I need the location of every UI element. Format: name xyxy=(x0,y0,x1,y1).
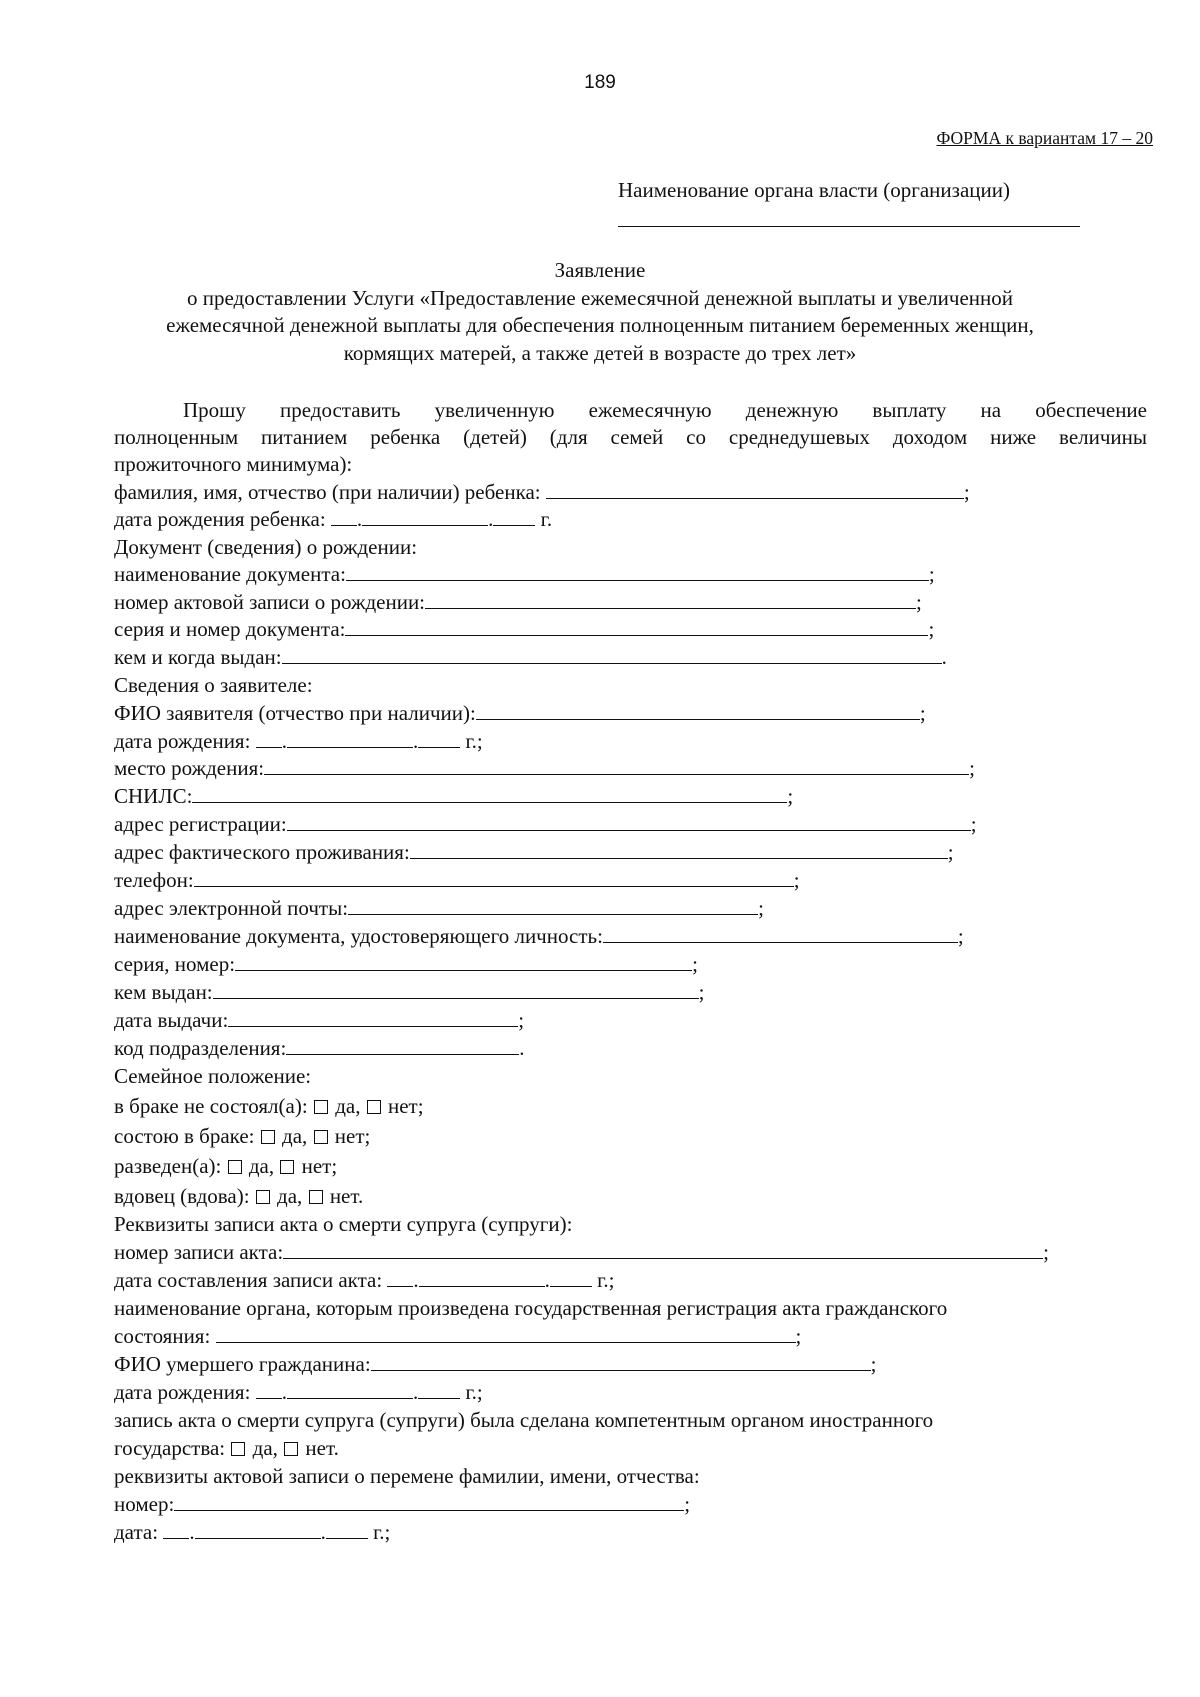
birth-place-row: место рождения: ; xyxy=(114,756,975,780)
issued-by-label: кем выдан: xyxy=(114,980,213,1004)
foreign-record-row xyxy=(114,1436,339,1461)
child-birth-day-field[interactable] xyxy=(331,507,357,526)
reg-address-field[interactable] xyxy=(287,812,971,831)
snils-row: СНИЛС: ; xyxy=(114,784,794,808)
birth-doc-issued-field[interactable] xyxy=(282,645,942,664)
name-change-date-label: дата: xyxy=(114,1520,159,1544)
death-record-date-row: дата составления записи акта: . . г.; xyxy=(114,1268,615,1292)
actual-address-row: адрес фактического проживания: ; xyxy=(114,840,954,864)
child-fio-label: фамилия, имя, отчество (при наличии) ребенка: xyxy=(114,480,541,504)
applicant-birth-month-field[interactable] xyxy=(287,729,413,748)
name-change-heading: реквизиты актовой записи о перемене фамилии, имени, отчества: xyxy=(114,1464,700,1488)
id-series-field[interactable] xyxy=(235,952,692,971)
no-label: нет; xyxy=(301,1154,338,1178)
foreign-yes-checkbox[interactable] xyxy=(231,1442,245,1456)
snils-label: СНИЛС: xyxy=(114,784,193,808)
child-fio-row: фамилия, имя, отчество (при наличии) ребенка: ; xyxy=(114,480,970,504)
title-line-4: кормящих матерей, а также детей в возрасте до трех лет» xyxy=(343,341,857,365)
request-line-3: прожиточного минимума): xyxy=(114,452,353,476)
applicant-fio-field[interactable] xyxy=(476,701,920,720)
yes-label: да, xyxy=(277,1184,303,1208)
year-abbr: г. xyxy=(540,507,553,531)
unmarried-yes-checkbox[interactable] xyxy=(314,1100,328,1114)
name-change-number-field[interactable] xyxy=(174,1492,684,1511)
phone-row: телефон: ; xyxy=(114,868,800,892)
widowed-yes-checkbox[interactable] xyxy=(256,1190,270,1204)
request-line-2: полноценным питанием ребенка (детей) (для семей со среднедушевых доходом ниже величины xyxy=(114,425,1147,449)
death-heading: Реквизиты записи акта о смерти супруга (супруги): xyxy=(114,1212,573,1236)
email-label: адрес электронной почты: xyxy=(114,896,349,920)
year-abbr: г.; xyxy=(373,1520,391,1544)
deceased-fio-row: ФИО умершего гражданина: ; xyxy=(114,1352,877,1376)
yes-label: да, xyxy=(248,1154,275,1178)
form-reference: ФОРМА к вариантам 17 – 20 xyxy=(936,128,1153,148)
deceased-birth-month-field[interactable] xyxy=(287,1380,413,1399)
snils-field[interactable] xyxy=(192,784,787,803)
year-abbr: г.; xyxy=(465,729,483,753)
id-doc-row: наименование документа, удостоверяющего личность: ; xyxy=(114,924,964,948)
applicant-birth-day-field[interactable] xyxy=(256,729,282,748)
birth-doc-series-field[interactable] xyxy=(345,617,928,636)
married-yes-checkbox[interactable] xyxy=(261,1130,275,1144)
birth-place-field[interactable] xyxy=(264,756,969,775)
applicant-birth-date-label: дата рождения: xyxy=(114,729,251,753)
child-birth-date-row: дата рождения ребенка: . . г. xyxy=(114,507,553,531)
yes-label: да, xyxy=(282,1124,308,1148)
id-doc-field[interactable] xyxy=(603,924,958,943)
applicant-heading: Сведения о заявителе: xyxy=(114,673,313,697)
divorced-yes-checkbox[interactable] xyxy=(228,1160,242,1174)
id-series-row: серия, номер: ; xyxy=(114,952,698,976)
name-change-number-row: номер: ; xyxy=(114,1492,691,1516)
foreign-no-checkbox[interactable] xyxy=(284,1442,298,1456)
married-label: состою в браке: xyxy=(114,1124,255,1148)
widowed-label: вдовец (вдова): xyxy=(114,1184,250,1208)
year-abbr: г.; xyxy=(597,1268,615,1292)
child-birth-date-label: дата рождения ребенка: xyxy=(114,507,326,531)
death-record-day-field[interactable] xyxy=(387,1268,413,1287)
issue-date-row: дата выдачи: ; xyxy=(114,1008,525,1032)
birth-doc-issued-label: кем и когда выдан: xyxy=(114,645,282,669)
reg-address-label: адрес регистрации: xyxy=(114,812,287,836)
document-title: Заявление xyxy=(554,258,646,282)
division-code-label: код подразделения: xyxy=(114,1036,287,1060)
deceased-birth-date-label: дата рождения: xyxy=(114,1380,251,1404)
deceased-fio-field[interactable] xyxy=(371,1352,871,1371)
birth-doc-series-row: серия и номер документа: ; xyxy=(114,617,935,641)
title-line-2: о предоставлении Услуги «Предоставление ежемесячной денежной выплаты и увеличенной xyxy=(187,286,1013,310)
issue-date-label: дата выдачи: xyxy=(114,1008,229,1032)
registry-authority-label: состояния: xyxy=(114,1324,211,1348)
birth-doc-name-label: наименование документа: xyxy=(114,562,346,586)
birth-record-number-label: номер актовой записи о рождении: xyxy=(114,590,426,614)
request-line-1: Прошу предоставить увеличенную ежемесячную денежную выплату на обеспечение xyxy=(183,398,1147,422)
name-change-day-field[interactable] xyxy=(163,1520,189,1539)
widowed-row xyxy=(114,1184,363,1209)
child-fio-field[interactable] xyxy=(546,480,964,499)
no-label: нет. xyxy=(305,1436,339,1460)
deceased-fio-label: ФИО умершего гражданина: xyxy=(114,1352,371,1376)
registry-authority-row: состояния: ; xyxy=(114,1324,802,1348)
unmarried-label: в браке не состоял(а): xyxy=(114,1094,308,1118)
death-record-number-label: номер записи акта: xyxy=(114,1240,284,1264)
email-field[interactable] xyxy=(348,896,758,915)
death-record-year-field[interactable] xyxy=(550,1268,592,1287)
applicant-birth-date-row: дата рождения: . . г.; xyxy=(114,729,483,753)
married-row xyxy=(114,1124,370,1149)
unmarried-no-checkbox[interactable] xyxy=(367,1100,381,1114)
birth-doc-name-field[interactable] xyxy=(346,562,929,581)
death-record-number-row: номер записи акта: ; xyxy=(114,1240,1050,1264)
child-birth-month-field[interactable] xyxy=(362,507,488,526)
yes-label: да, xyxy=(252,1436,278,1460)
divorced-label: разведен(а): xyxy=(114,1154,222,1178)
birth-doc-heading: Документ (сведения) о рождении: xyxy=(114,535,418,559)
foreign-record-line-1: запись акта о смерти супруга (супруги) была сделана компетентным органом иностранного xyxy=(114,1408,934,1432)
widowed-no-checkbox[interactable] xyxy=(309,1190,323,1204)
issued-by-field[interactable] xyxy=(213,980,699,999)
foreign-record-label: государства: xyxy=(114,1436,226,1460)
birth-place-label: место рождения: xyxy=(114,756,265,780)
birth-record-number-row: номер актовой записи о рождении: ; xyxy=(114,590,922,614)
family-heading: Семейное положение: xyxy=(114,1064,312,1088)
applicant-fio-row: ФИО заявителя (отчество при наличии): ; xyxy=(114,701,926,725)
authority-label: Наименование органа власти (организации) xyxy=(618,178,1010,202)
issued-by-row: кем выдан: ; xyxy=(114,980,705,1004)
birth-record-number-field[interactable] xyxy=(425,590,916,609)
child-birth-year-field[interactable] xyxy=(493,507,535,526)
name-change-month-field[interactable] xyxy=(195,1520,321,1539)
registry-authority-field[interactable] xyxy=(216,1324,796,1343)
deceased-birth-day-field[interactable] xyxy=(256,1380,282,1399)
actual-address-field[interactable] xyxy=(410,840,948,859)
phone-label: телефон: xyxy=(114,868,194,892)
death-record-number-field[interactable] xyxy=(283,1240,1043,1259)
birth-doc-series-label: серия и номер документа: xyxy=(114,617,346,641)
yes-label: да, xyxy=(335,1094,361,1118)
year-abbr: г.; xyxy=(465,1380,483,1404)
issue-date-field[interactable] xyxy=(228,1008,518,1027)
married-no-checkbox[interactable] xyxy=(314,1130,328,1144)
no-label: нет. xyxy=(329,1184,364,1208)
division-code-field[interactable] xyxy=(286,1036,519,1055)
id-series-label: серия, номер: xyxy=(114,952,236,976)
authority-blank[interactable] xyxy=(618,226,1080,227)
id-doc-label: наименование документа, удостоверяющего личность: xyxy=(114,924,603,948)
death-record-date-label: дата составления записи акта: xyxy=(114,1268,383,1292)
deceased-birth-year-field[interactable] xyxy=(418,1380,460,1399)
birth-doc-name-row: наименование документа: ; xyxy=(114,562,935,586)
divorced-row xyxy=(114,1154,337,1179)
name-change-year-field[interactable] xyxy=(326,1520,368,1539)
applicant-fio-label: ФИО заявителя (отчество при наличии): xyxy=(114,701,476,725)
reg-address-row: адрес регистрации: ; xyxy=(114,812,977,836)
applicant-birth-year-field[interactable] xyxy=(418,729,460,748)
name-change-number-label: номер: xyxy=(114,1492,175,1516)
divorced-no-checkbox[interactable] xyxy=(280,1160,294,1174)
division-code-row: код подразделения: . xyxy=(114,1036,525,1060)
birth-doc-issued-row: кем и когда выдан: . xyxy=(114,645,947,669)
no-label: нет; xyxy=(387,1094,424,1118)
phone-field[interactable] xyxy=(194,868,794,887)
registry-authority-line-1: наименование органа, которым произведена государственная регистрация акта гражданского xyxy=(114,1296,948,1320)
unmarried-row xyxy=(114,1094,424,1119)
email-row: адрес электронной почты: ; xyxy=(114,896,764,920)
page-number: 189 xyxy=(584,72,616,93)
deceased-birth-date-row: дата рождения: . . г.; xyxy=(114,1380,483,1404)
death-record-month-field[interactable] xyxy=(419,1268,545,1287)
title-line-3: ежемесячной денежной выплаты для обеспечения полноценным питанием беременных женщин, xyxy=(166,313,1034,337)
no-label: нет; xyxy=(334,1124,371,1148)
actual-address-label: адрес фактического проживания: xyxy=(114,840,410,864)
name-change-date-row: дата: . . г.; xyxy=(114,1520,391,1544)
